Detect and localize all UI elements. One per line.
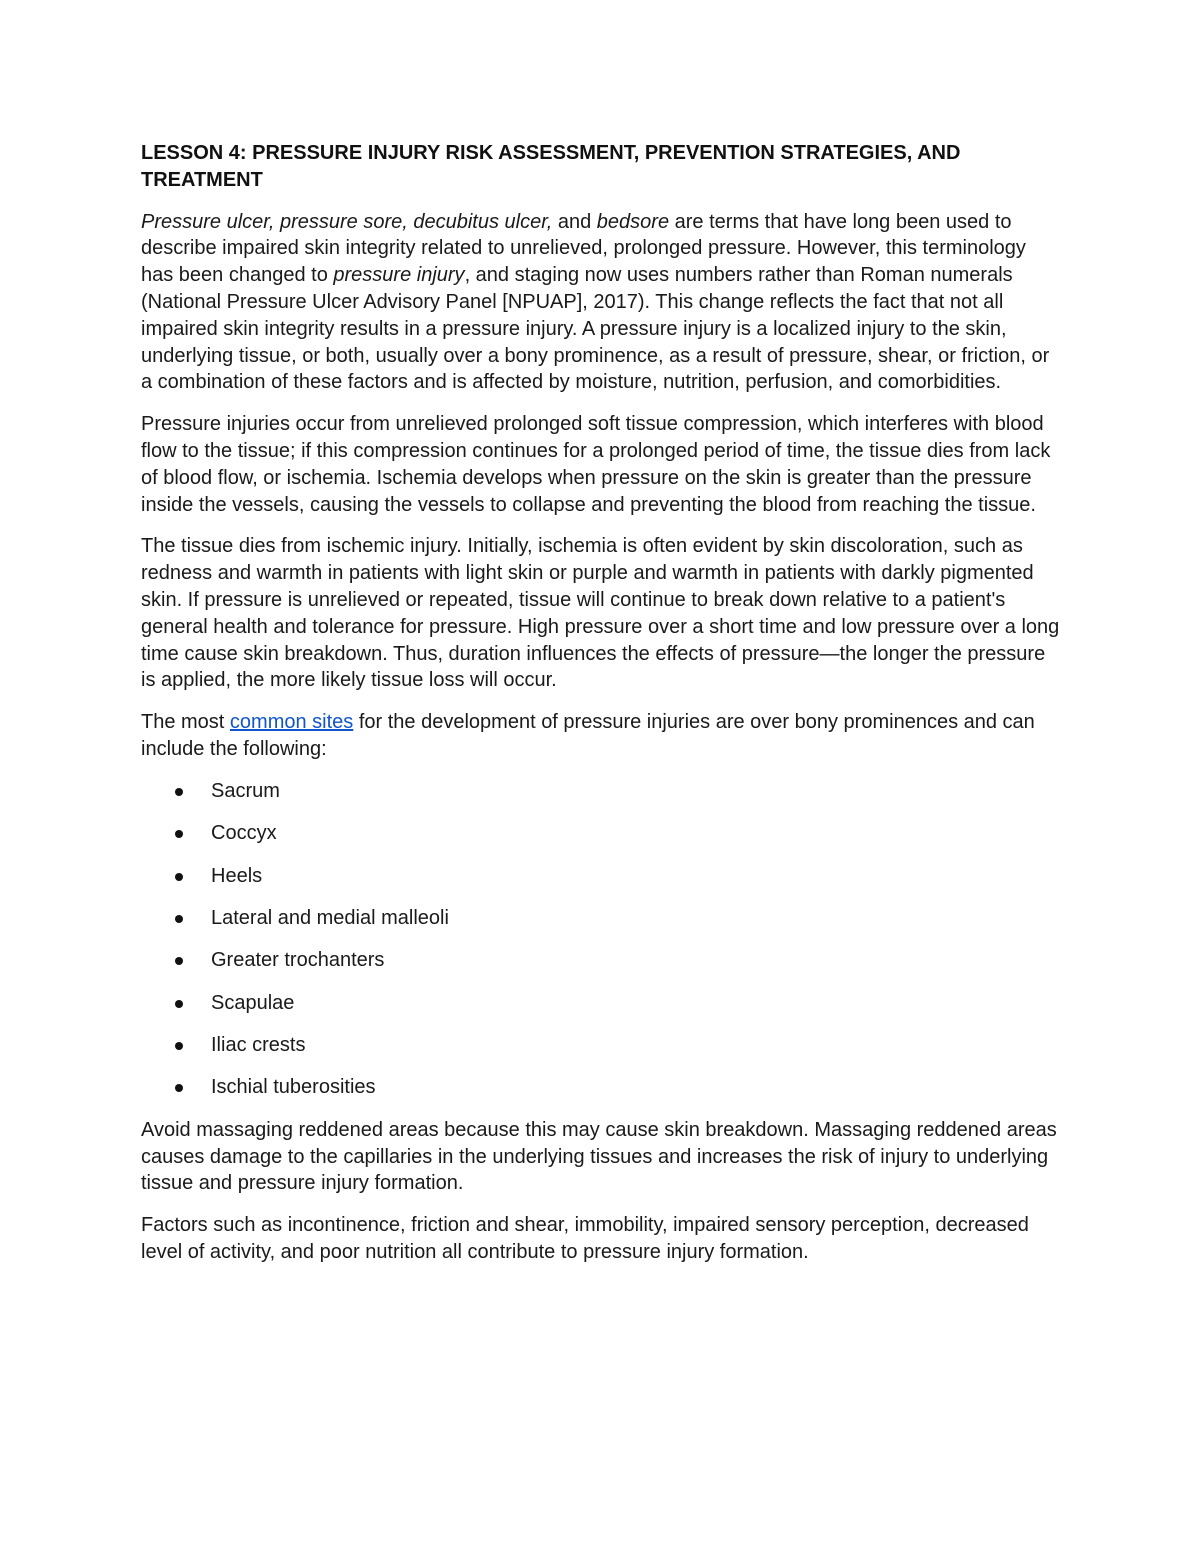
text-run: The most — [141, 711, 230, 734]
paragraph-definition — [141, 209, 1061, 397]
bullet-icon — [175, 1000, 183, 1008]
list-item — [141, 1032, 1061, 1059]
list-item — [141, 947, 1061, 974]
list-item-label: Lateral and medial malleoli — [211, 906, 449, 929]
list-item — [141, 905, 1061, 932]
bullet-icon — [175, 1084, 183, 1092]
list-item-label: Greater trochanters — [211, 949, 385, 972]
list-item-label: Coccyx — [211, 822, 277, 845]
paragraph-ischemia: The tissue dies from ischemic injury. Initially, ischemia is often evident by skin discoloration, such as redness and warmth in patients with light skin or purple and warmth in patients with darkly pigmented skin. If pressure is unrelieved or repeated, tissue will continue to break down relative to a patient's general health and tolerance for pressure. High pressure over a short time and low pressure over a long time cause skin breakdown. Thus, duration influences the effects of pressure—the longer the pressure is applied, the more likely tissue loss will occur. — [141, 535, 1060, 692]
term-italic: Pressure ulcer, pressure sore, decubitus ulcer, — [141, 210, 553, 233]
list-item-label: Scapulae — [211, 991, 295, 1014]
list-item — [141, 1074, 1061, 1101]
list-item — [141, 778, 1061, 805]
term-italic: pressure injury — [333, 264, 465, 287]
bullet-icon — [175, 915, 183, 923]
document-body — [141, 140, 1061, 1281]
sites-list — [141, 778, 1061, 1102]
term-italic: bedsore — [596, 210, 670, 233]
list-item-label: Sacrum — [211, 779, 280, 802]
paragraph-factors: Factors such as incontinence, friction and shear, immobility, impaired sensory perception, decreased level of activity, and poor nutrition all contribute to pressure injury formation. — [141, 1214, 1029, 1264]
list-item-label: Ischial tuberosities — [211, 1076, 376, 1099]
list-item-label: Heels — [211, 864, 263, 887]
paragraph-massage: Avoid massaging reddened areas because this may cause skin breakdown. Massaging reddened areas causes damage to the capillaries in the underlying tissues and increases the risk of injury to underlying tissue and pressure injury formation. — [141, 1118, 1057, 1195]
common-sites-link[interactable]: common sites — [229, 711, 354, 734]
lesson-title: LESSON 4: PRESSURE INJURY RISK ASSESSMENT, PREVENTION STRATEGIES, AND TREATMENT — [141, 142, 961, 191]
text-run: for the development of pressure injuries are over bony prominences and can include the following: — [141, 711, 1035, 760]
text-run: and — [552, 210, 597, 233]
paragraph-common-sites — [141, 709, 1061, 763]
list-item — [141, 863, 1061, 890]
paragraph-compression: Pressure injuries occur from unrelieved prolonged soft tissue compression, which interferes with blood flow to the tissue; if this compression continues for a prolonged period of time, the tissue dies from lack of blood flow, or ischemia. Ischemia develops when pressure on the skin is greater than the pressure inside the vessels, causing the vessels to collapse and preventing the blood from reaching the tissue. — [141, 413, 1051, 516]
text-run: , and staging now uses numbers rather than Roman numerals (National Pressure Ulcer Advisory Panel [NPUAP], 2017). This change reflects the fact that not all impaired skin integrity results in a pressure injury. A pressure injury is a localized injury to the skin, underlying tissue, or both, usually over a bony prominence, as a result of pressure, shear, or friction, or a combination of these factors and is affected by moisture, nutrition, perfusion, and comorbidities. — [141, 264, 1050, 394]
bullet-icon — [175, 830, 183, 838]
bullet-icon — [175, 957, 183, 965]
list-item — [141, 990, 1061, 1017]
text-run: are terms that have long been used to describe impaired skin integrity related to unrelieved, prolonged pressure. However, this terminology has been changed to — [141, 210, 1026, 287]
list-item — [141, 820, 1061, 847]
bullet-icon — [175, 1042, 183, 1050]
list-item-label: Iliac crests — [211, 1034, 306, 1057]
bullet-icon — [175, 788, 183, 796]
bullet-icon — [175, 873, 183, 881]
